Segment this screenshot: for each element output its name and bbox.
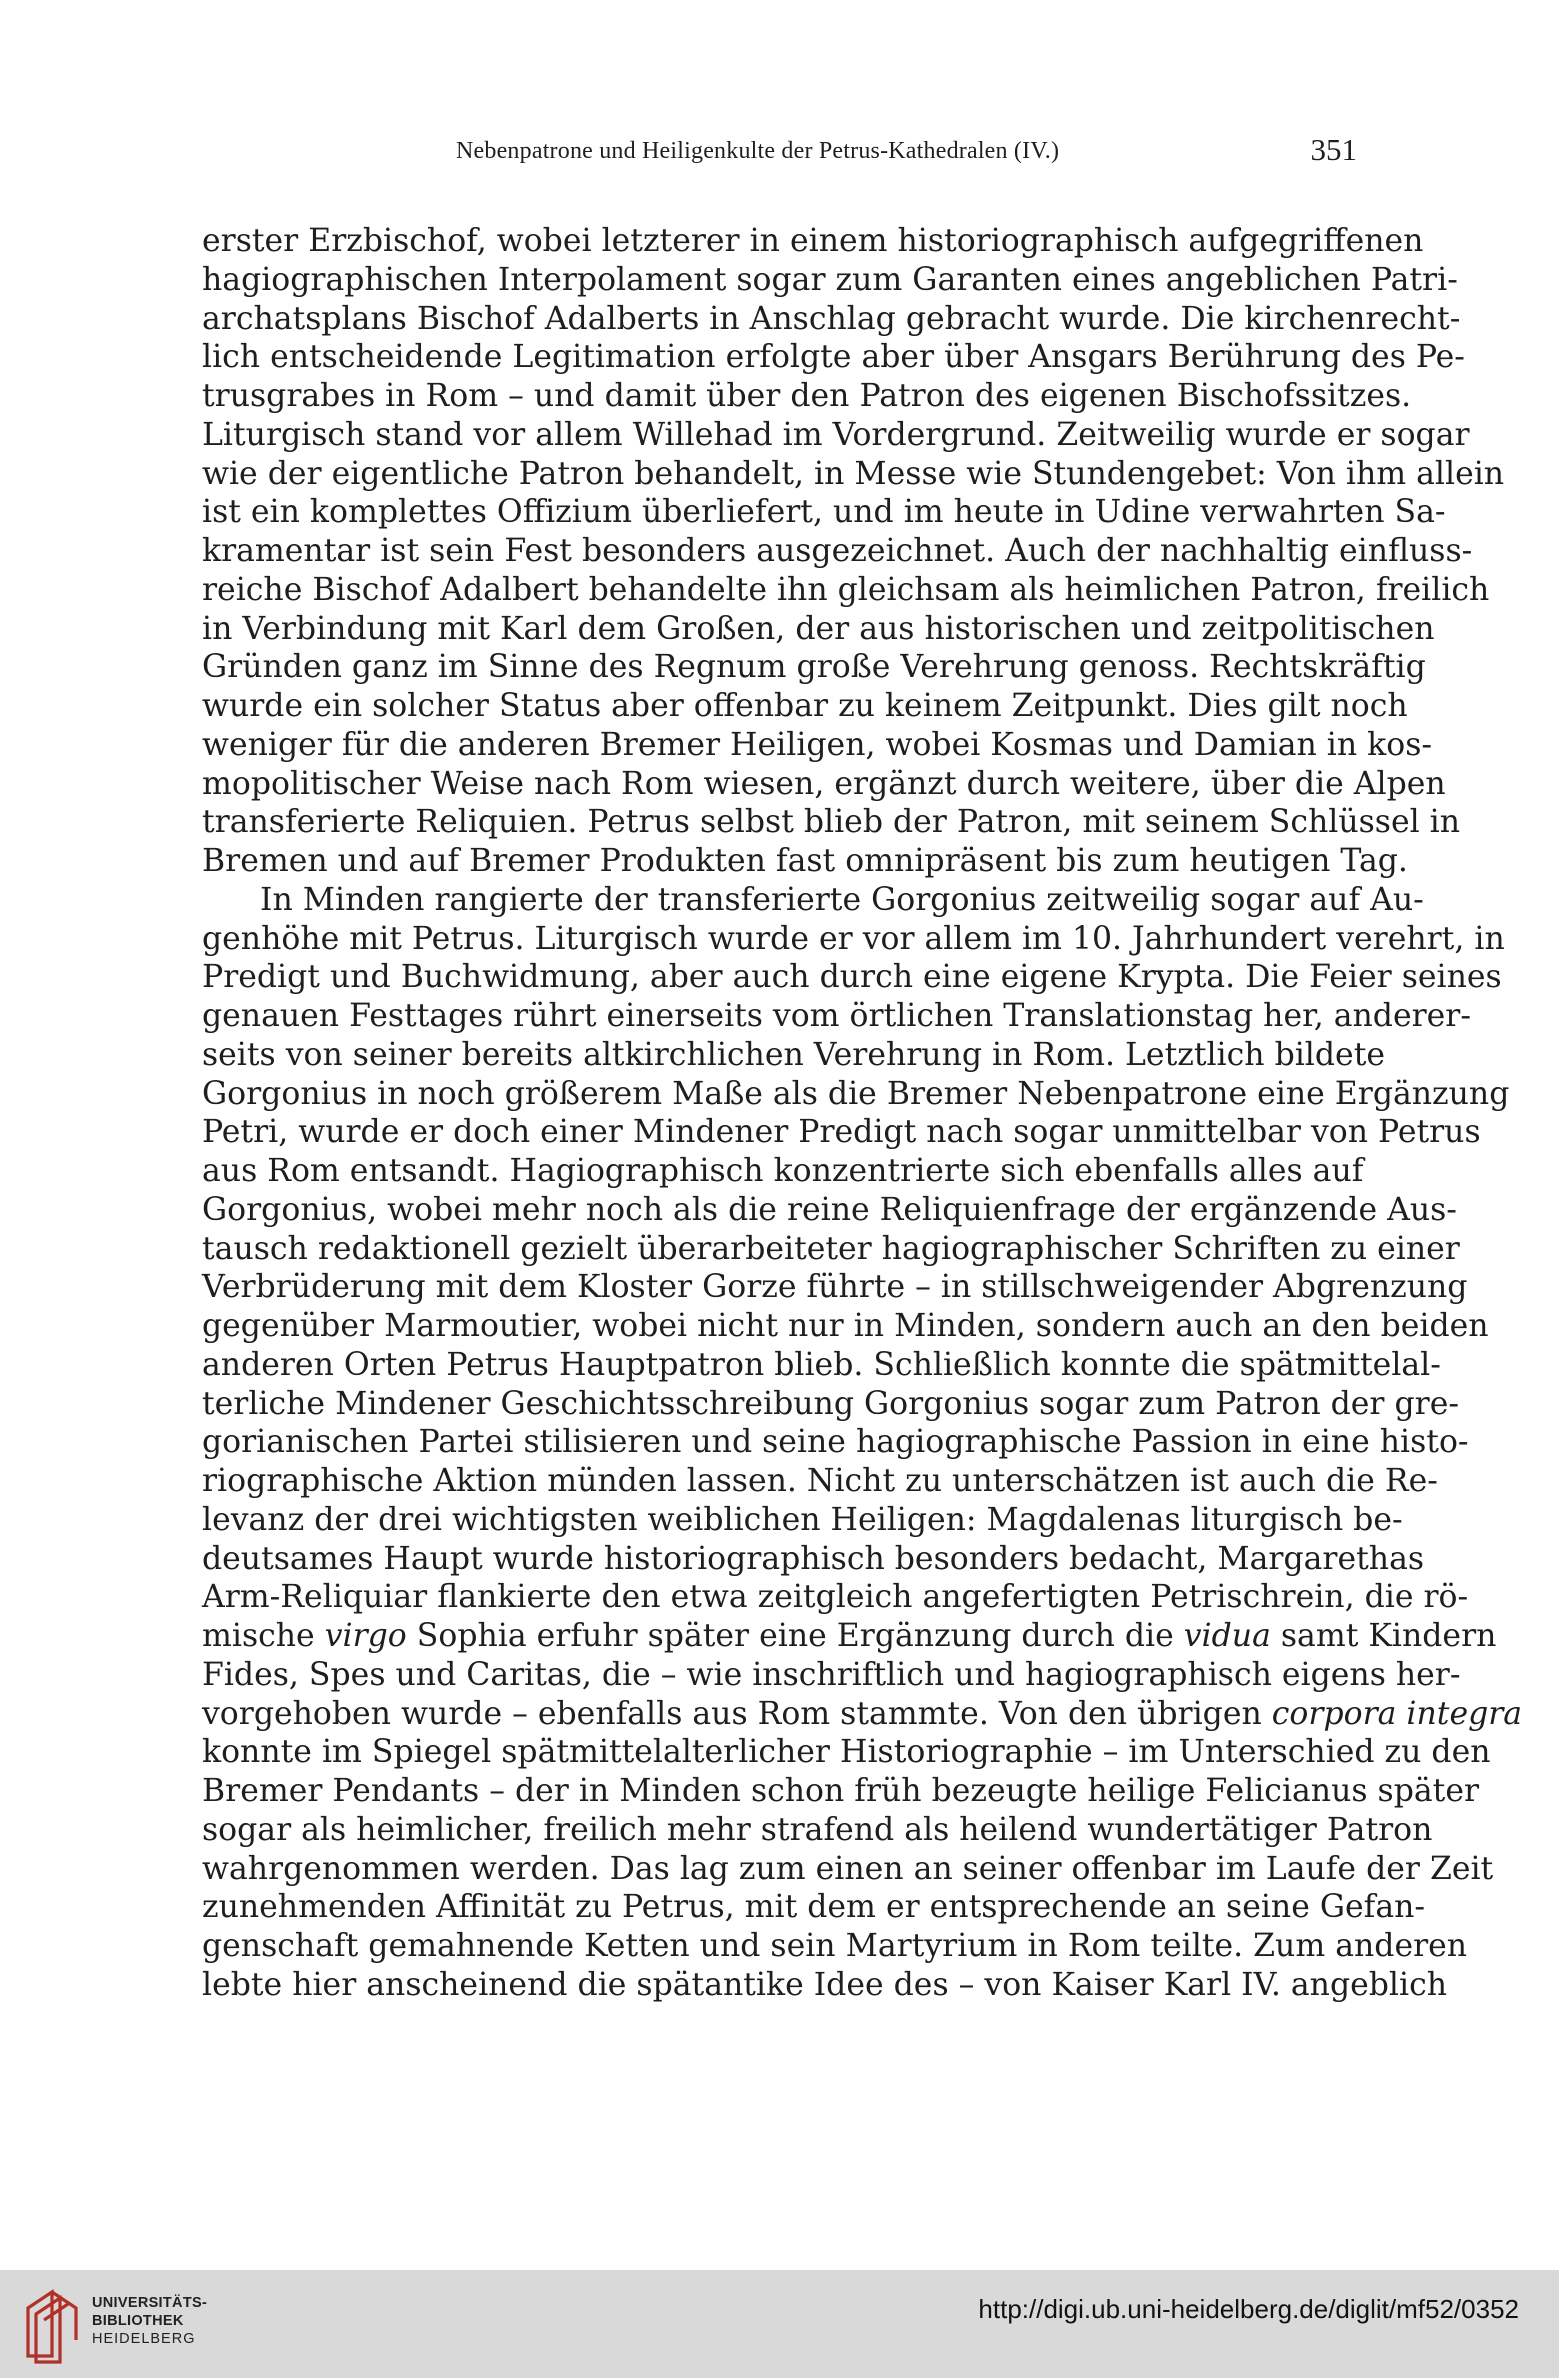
text-segment: Gründen ganz im Sinne des Regnum große Verehrung genoss. Rechtskräftig <box>202 649 1426 686</box>
text-segment: anderen Orten Petrus Hauptpatron blieb. Schließlich konnte die spätmittelal- <box>202 1346 1441 1383</box>
text-line <box>202 377 1412 416</box>
body-text <box>202 222 1523 2005</box>
text-segment: transferierte Reliquien. Petrus selbst blieb der Patron, mit seinem Schlüssel in <box>202 804 1461 841</box>
library-name-line3: HEIDELBERG <box>92 2331 196 2347</box>
text-line <box>202 1695 1523 1734</box>
text-segment: Predigt und Buchwidmung, aber auch durch eine eigene Krypta. Die Feier seines <box>202 959 1502 996</box>
text-segment: archatsplans Bischof Adalberts in Anschlag gebracht wurde. Die kirchenrecht- <box>202 300 1461 337</box>
text-segment: ist ein komplettes Offizium überliefert, und im heute in Udine verwahrten Sa- <box>202 494 1446 531</box>
text-line <box>202 1888 1426 1927</box>
text-segment: genauen Festtages rührt einerseits vom örtlichen Translationstag her, anderer- <box>202 998 1471 1034</box>
text-segment: tausch redaktionell gezielt überarbeiteter hagiographischer Schriften zu einer <box>202 1230 1460 1267</box>
italic-term: vidua <box>1183 1618 1271 1654</box>
text-segment: Gorgonius in noch größerem Maße als die Bremer Nebenpatrone eine Ergänzung <box>202 1075 1510 1112</box>
text-line <box>202 1191 1457 1230</box>
text-line <box>202 1811 1433 1850</box>
text-segment: Sophia erfuhr später eine Ergänzung durch die <box>406 1618 1184 1654</box>
text-line <box>202 842 1408 881</box>
text-segment: Petri, wurde er doch einer Mindener Predigt nach sogar unmittelbar von Petrus <box>202 1114 1481 1151</box>
text-line <box>202 222 1424 261</box>
text-segment: gegenüber Marmoutier, wobei nicht nur in Minden, sondern auch an den beiden <box>202 1308 1489 1344</box>
text-line <box>202 1152 1364 1191</box>
text-line <box>202 1733 1491 1772</box>
text-line <box>202 493 1446 532</box>
text-segment: samt Kindern <box>1270 1618 1497 1654</box>
text-line <box>202 300 1461 339</box>
library-logo-icon <box>22 2278 86 2366</box>
text-line <box>202 571 1490 610</box>
text-segment: vorgehoben wurde – ebenfalls aus Rom stammte. Von den übrigen <box>202 1695 1272 1732</box>
text-line <box>202 1385 1460 1424</box>
text-line <box>202 1346 1441 1385</box>
text-line <box>202 1927 1468 1966</box>
text-segment: Fides, Spes und Caritas, die – wie inschriftlich und hagiographisch eigens her- <box>202 1656 1461 1693</box>
text-line <box>202 920 1505 959</box>
text-segment: reiche Bischof Adalbert behandelte ihn gleichsam als heimlichen Patron, freilich <box>202 571 1490 608</box>
text-line <box>202 1462 1438 1501</box>
text-line <box>202 687 1408 726</box>
library-name-line2: BIBLIOTHEK <box>92 2313 184 2329</box>
text-segment: in Verbindung mit Karl dem Großen, der aus historischen und zeitpolitischen <box>202 610 1435 647</box>
text-segment: gorianischen Partei stilisieren und seine hagiographische Passion in eine histo- <box>202 1424 1469 1461</box>
text-line <box>202 1966 1448 2005</box>
text-line <box>202 338 1465 377</box>
text-segment: weniger für die anderen Bremer Heiligen, wobei Kosmas und Damian in kos- <box>202 726 1433 763</box>
page-number: 351 <box>1310 132 1357 167</box>
text-line <box>202 958 1502 997</box>
running-head <box>200 132 1357 172</box>
text-line <box>202 1578 1469 1617</box>
text-line <box>202 416 1470 455</box>
running-title: Nebenpatrone und Heiligenkulte der Petrus-Kathedralen (IV.) <box>456 138 1060 164</box>
text-segment: deutsames Haupt wurde historiographisch besonders bedacht, Margarethas <box>202 1540 1425 1577</box>
text-line <box>202 803 1461 842</box>
text-line <box>202 1113 1481 1152</box>
text-line <box>202 1850 1494 1889</box>
text-segment: genschaft gemahnende Ketten und sein Martyrium in Rom teilte. Zum anderen <box>202 1928 1468 1964</box>
text-line <box>202 1772 1480 1811</box>
text-line <box>202 261 1458 300</box>
text-segment: In Minden rangierte der transferierte Gorgonius zeitweilig sogar auf Au- <box>260 881 1424 918</box>
text-line <box>202 1268 1468 1307</box>
text-segment: seits von seiner bereits altkirchlichen Verehrung in Rom. Letztlich bildete <box>202 1036 1385 1073</box>
text-line <box>202 610 1435 649</box>
text-segment: mische <box>202 1618 325 1654</box>
text-segment: genhöhe mit Petrus. Liturgisch wurde er vor allem im 10. Jahrhundert verehrt, in <box>202 920 1505 957</box>
text-segment: lebte hier anscheinend die spätantike Idee des – von Kaiser Karl IV. angeblich <box>202 1966 1448 2003</box>
text-segment: terliche Mindener Geschichtsschreibung Gorgonius sogar zum Patron der gre- <box>202 1385 1460 1422</box>
text-segment: wurde ein solcher Status aber offenbar zu keinem Zeitpunkt. Dies gilt noch <box>202 688 1408 724</box>
text-segment: zunehmenden Affinität zu Petrus, mit dem er entsprechende an seine Gefan- <box>202 1889 1426 1926</box>
text-segment: levanz der drei wichtigsten weiblichen Heiligen: Magdalenas liturgisch be- <box>202 1501 1403 1538</box>
text-segment: konnte im Spiegel spätmittelalterlicher Historiographie – im Unterschied zu den <box>202 1734 1491 1771</box>
text-segment: trusgrabes in Rom – und damit über den Patron des eigenen Bischofssitzes. <box>202 378 1412 414</box>
text-segment: Gorgonius, wobei mehr noch als die reine Reliquienfrage der ergänzende Aus- <box>202 1191 1457 1228</box>
text-line <box>202 1307 1489 1346</box>
text-line <box>202 1501 1403 1540</box>
text-line <box>202 1656 1461 1695</box>
text-segment: Arm-Reliquiar flankierte den etwa zeitgleich angefertigten Petrischrein, die rö- <box>202 1579 1469 1616</box>
text-segment: mopolitischer Weise nach Rom wiesen, ergänzt durch weitere, über die Alpen <box>202 765 1446 802</box>
text-segment: wahrgenommen werden. Das lag zum einen an seiner offenbar im Laufe der Zeit <box>202 1850 1494 1887</box>
text-segment: hagiographischen Interpolament sogar zum Garanten eines angeblichen Patri- <box>202 261 1458 298</box>
text-line <box>202 1230 1460 1269</box>
text-segment: sogar als heimlicher, freilich mehr strafend als heilend wundertätiger Patron <box>202 1811 1433 1848</box>
text-line <box>202 1423 1469 1462</box>
text-segment: Bremen und auf Bremer Produkten fast omnipräsent bis zum heutigen Tag. <box>202 843 1408 879</box>
permalink-url[interactable]: http://digi.ub.uni-heidelberg.de/diglit/mf52/0352 <box>978 2294 1519 2324</box>
italic-term: corpora integra <box>1271 1695 1523 1732</box>
text-segment: Verbrüderung mit dem Kloster Gorze führte – in stillschweigender Abgrenzung <box>202 1269 1468 1306</box>
library-name-line1: UNIVERSITÄTS- <box>92 2295 208 2311</box>
text-segment: erster Erzbischof, wobei letzterer in einem historiographisch aufgegriffenen <box>202 223 1424 259</box>
library-name <box>92 2294 207 2348</box>
text-line <box>202 532 1473 571</box>
text-segment: wie der eigentliche Patron behandelt, in Messe wie Stundengebet: Von ihm allein <box>202 455 1505 492</box>
text-line <box>202 726 1433 765</box>
text-line <box>202 648 1426 687</box>
footer-bar <box>0 2270 1559 2378</box>
italic-term: virgo <box>324 1618 407 1654</box>
text-segment: aus Rom entsandt. Hagiographisch konzentrierte sich ebenfalls alles auf <box>202 1153 1364 1189</box>
text-segment: kramentar ist sein Fest besonders ausgezeichnet. Auch der nachhaltig einfluss- <box>202 533 1473 569</box>
text-line <box>202 881 1424 920</box>
text-line <box>202 1540 1425 1579</box>
text-line <box>202 1036 1385 1075</box>
text-segment: riographische Aktion münden lassen. Nicht zu unterschätzen ist auch die Re- <box>202 1463 1438 1499</box>
text-line <box>202 1617 1497 1656</box>
text-line <box>202 1075 1510 1114</box>
text-line <box>202 997 1471 1036</box>
text-segment: Bremer Pendants – der in Minden schon früh bezeugte heilige Felicianus später <box>202 1773 1480 1809</box>
text-line <box>202 455 1505 494</box>
text-line <box>202 765 1446 804</box>
text-segment: lich entscheidende Legitimation erfolgte aber über Ansgars Berührung des Pe- <box>202 339 1465 376</box>
text-segment: Liturgisch stand vor allem Willehad im Vordergrund. Zeitweilig wurde er sogar <box>202 416 1470 453</box>
